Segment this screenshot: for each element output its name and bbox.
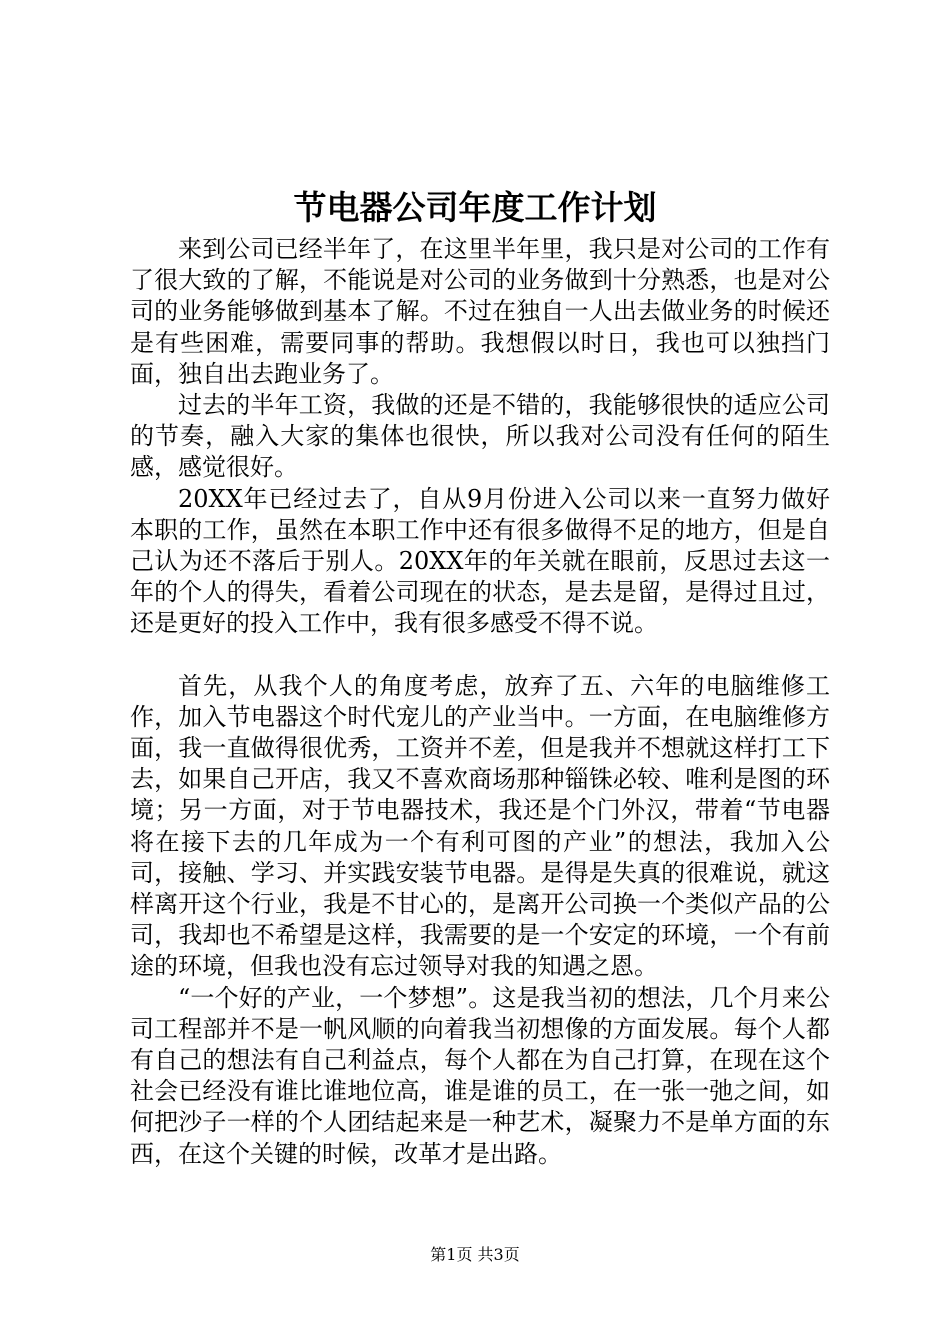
paragraph-3: 20XX年已经过去了，自从9月份进入公司以来一直努力做好本职的工作，虽然在本职工作中还有很多做得不足的地方，但是自己认为还不落后于别人。20XX年的年关就在眼前，反思过去这一年的个人的得失，看着公司现在的状态，是去是留，是得过且过，还是更好的投入工作中，我有很多感受不得不说。 (130, 484, 830, 638)
paragraph-1: 来到公司已经半年了，在这里半年里，我只是对公司的工作有了很大致的了解，不能说是对公司的业务做到十分熟悉，也是对公司的业务能够做到基本了解。不过在独自一人出去做业务的时候还是有些困难，需要同事的帮助。我想假以时日，我也可以独挡门面，独自出去跑业务了。 (130, 235, 830, 388)
page-footer: 第1页 共3页 (430, 1245, 520, 1264)
document-title: 节电器公司年度工作计划 (293, 188, 657, 227)
paragraph-4: 首先，从我个人的角度考虑，放弃了五、六年的电脑维修工作，加入节电器这个时代宠儿的产业当中。一方面，在电脑维修方面，我一直做得很优秀，工资并不差，但是我并不想就这样打工下去，如果自己开店，我又不喜欢商场那种锱铢必较、唯利是图的环境；另一方面，对于节电器技术，我还是个门外汉，带着“节电器将在接下去的几年成为一个有利可图的产业”的想法，我加入公司，接触、学习、并实践安装节电器。是得是失真的很难说，就这样离开这个行业，我是不甘心的，是离开公司换一个类似产品的公司，我却也不希望是这样，我需要的是一个安定的环境，一个有前途的环境，但我也没有忘过领导对我的知遇之恩。 (130, 671, 830, 981)
document-body (130, 234, 830, 1170)
paragraph-5: “一个好的产业，一个梦想”。这是我当初的想法，几个月来公司工程部并不是一帆风顺的向着我当初想像的方面发展。每个人都有自己的想法有自己利益点，每个人都在为自己打算，在现在这个社会已经没有谁比谁地位高，谁是谁的员工，在一张一弛之间，如何把沙子一样的个人团结起来是一种艺术，凝聚力不是单方面的东西，在这个关键的时候，改革才是出路。 (130, 983, 830, 1168)
paragraph-2: 过去的半年工资，我做的还是不错的，我能够很快的适应公司的节奏，融入大家的集体也很快，所以我对公司没有任何的陌生感，感觉很好。 (130, 391, 830, 482)
